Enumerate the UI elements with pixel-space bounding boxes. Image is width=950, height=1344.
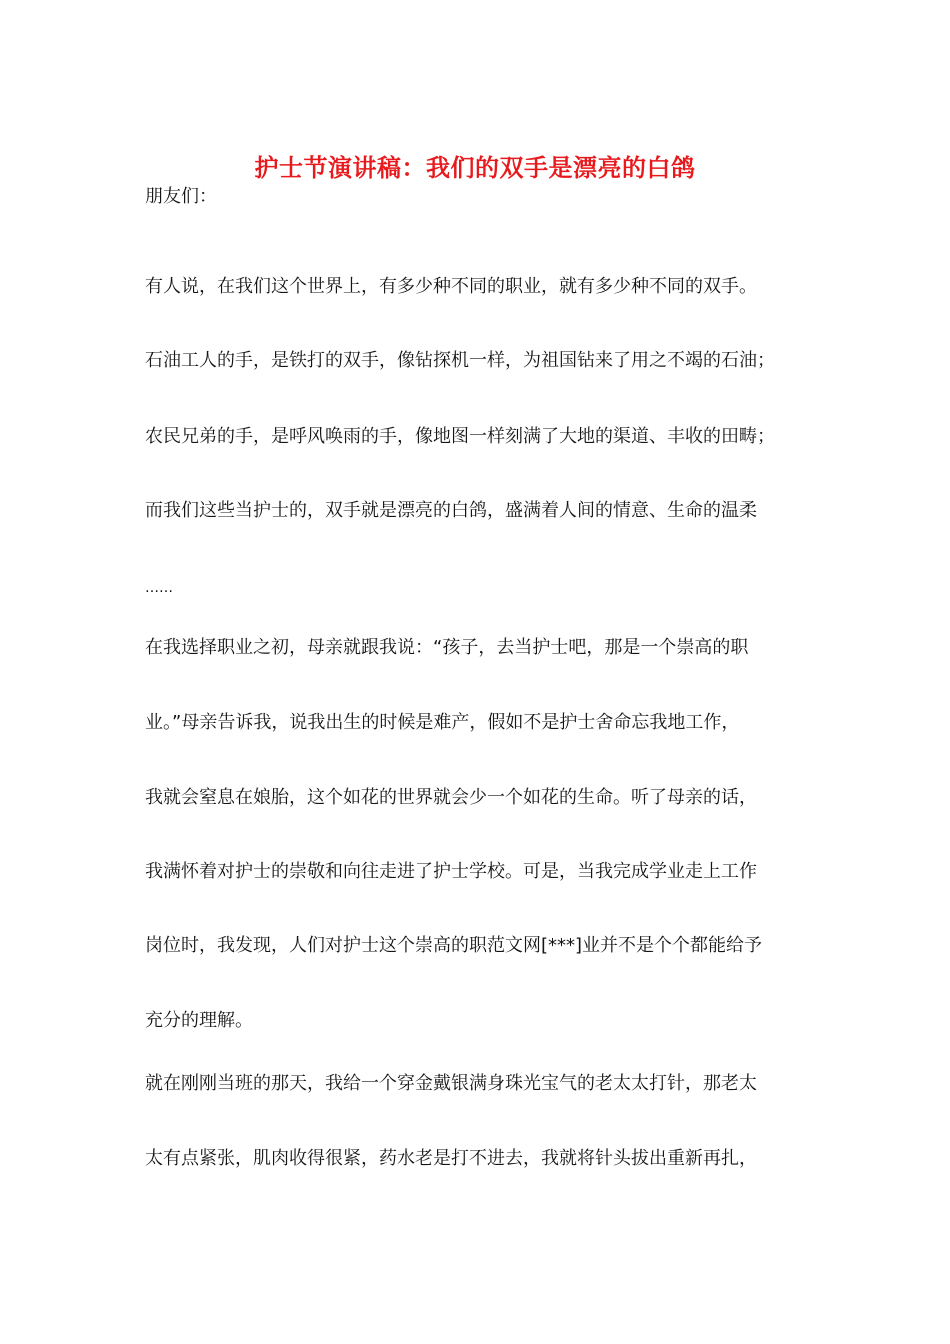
paragraph-line: 石油工人的手，是铁打的双手，像钻探机一样，为祖国钻来了用之不竭的石油； <box>145 350 775 371</box>
paragraph-line: 充分的理解。 <box>145 1010 253 1031</box>
paragraph-line: 我就会窒息在娘胎，这个如花的世界就会少一个如花的生命。听了母亲的话， <box>145 787 757 808</box>
paragraph-line: 业。”母亲告诉我，说我出生的时候是难产，假如不是护士舍命忘我地工作， <box>145 712 740 733</box>
paragraph-line: 太有点紧张，肌肉收得很紧，药水老是打不进去，我就将针头拔出重新再扎， <box>145 1148 757 1169</box>
paragraph-line: 就在刚刚当班的那天，我给一个穿金戴银满身珠光宝气的老太太打针，那老太 <box>145 1073 757 1094</box>
paragraph-line: 在我选择职业之初，母亲就跟我说：“孩子，去当护士吧，那是一个崇高的职 <box>145 637 749 658</box>
document-title: 护士节演讲稿：我们的双手是漂亮的白鸽 <box>254 153 696 182</box>
paragraph-line: 朋友们： <box>145 186 217 207</box>
paragraph-line: 有人说，在我们这个世界上，有多少种不同的职业，就有多少种不同的双手。 <box>145 276 757 297</box>
paragraph-line: …… <box>145 580 173 596</box>
paragraph-line: 岗位时，我发现，人们对护士这个崇高的职范文网[***]业并不是个个都能给予 <box>145 935 763 956</box>
paragraph-line: 而我们这些当护士的，双手就是漂亮的白鸽，盛满着人间的情意、生命的温柔 <box>145 500 757 521</box>
paragraph-line: 我满怀着对护士的崇敬和向往走进了护士学校。可是，当我完成学业走上工作 <box>145 861 757 882</box>
paragraph-line: 农民兄弟的手，是呼风唤雨的手，像地图一样刻满了大地的渠道、丰收的田畴； <box>145 426 775 447</box>
